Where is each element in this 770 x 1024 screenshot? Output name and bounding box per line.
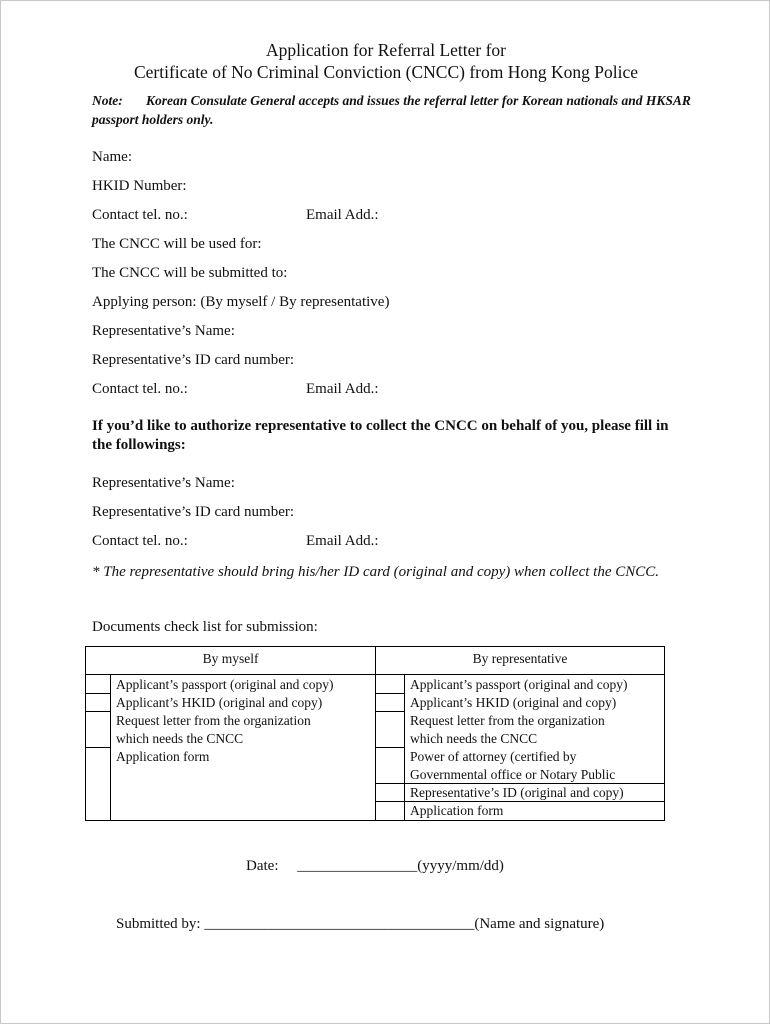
rep-contact-label: Contact tel. no.: [92, 381, 188, 397]
checklist-item: Governmental office or Notary Public [410, 767, 616, 782]
email-label: Email Add.: [306, 207, 379, 223]
note-label: Note: [92, 93, 123, 108]
checklist-item: Applicant’s HKID (original and copy) [116, 695, 323, 710]
checklist-item: Application form [410, 803, 504, 818]
representative-note: * The representative should bring his/her ID card (original and copy) when collect the CNCC. [92, 564, 660, 580]
checklist-item: Request letter from the organization [410, 713, 605, 728]
column-divider [375, 647, 376, 820]
col-header-representative: By representative [472, 651, 568, 666]
rep-id-label: Representative’s ID card number: [92, 352, 295, 368]
myself-checkbox-divider [86, 693, 110, 694]
rep-checkbox-divider [376, 747, 404, 748]
collect-rep-name-label: Representative’s Name: [92, 475, 235, 491]
submitted-by-blank: ____________________________________ [204, 916, 475, 932]
submitted-by-line [116, 916, 604, 933]
myself-checkbox-column [110, 675, 111, 820]
note-text: Korean Consulate General accepts and issues the referral letter for Korean nationals and HKSAR passport holders only. [92, 93, 691, 127]
date-blank: ________________ [297, 858, 418, 874]
checklist-item: Power of attorney (certified by [410, 749, 577, 764]
form-title-line1: Application for Referral Letter for [265, 40, 507, 60]
collect-rep-id-label: Representative’s ID card number: [92, 504, 295, 520]
hkid-label: HKID Number: [92, 178, 187, 194]
checklist-item: Applicant’s passport (original and copy) [116, 677, 334, 692]
checklist-item: Applicant’s HKID (original and copy) [410, 695, 617, 710]
collect-rep-contact-label: Contact tel. no.: [92, 533, 188, 549]
rep-name-label: Representative’s Name: [92, 323, 235, 339]
rep-checkbox-divider [376, 711, 404, 712]
date-label: Date: [246, 858, 279, 874]
checklist-table [85, 646, 665, 821]
myself-checkbox-divider [86, 711, 110, 712]
checklist-item: which needs the CNCC [116, 731, 244, 746]
checklist-item: which needs the CNCC [410, 731, 538, 746]
collect-rep-email-label: Email Add.: [306, 533, 379, 549]
checklist-item: Application form [116, 749, 210, 764]
checklist-title: Documents check list for submission: [92, 619, 318, 635]
rep-email-label: Email Add.: [306, 381, 379, 397]
applying-person-label: Applying person: (By myself / By representative) [92, 294, 390, 310]
rep-checkbox-divider [376, 693, 404, 694]
checklist-item: Representative’s ID (original and copy) [410, 785, 624, 800]
submitted-by-label: Submitted by: [116, 916, 201, 932]
rep-checkbox-column [404, 675, 405, 820]
eligibility-note [92, 91, 692, 129]
checklist-item: Request letter from the organization [116, 713, 311, 728]
used-for-label: The CNCC will be used for: [92, 236, 262, 252]
myself-checkbox-divider [86, 747, 110, 748]
checklist-item: Applicant’s passport (original and copy) [410, 677, 628, 692]
name-label: Name: [92, 149, 132, 165]
form-title-line2: Certificate of No Criminal Conviction (CNCC) from Hong Kong Police [133, 62, 639, 82]
date-format: (yyyy/mm/dd) [417, 858, 504, 874]
col-header-myself: By myself [202, 651, 259, 666]
contact-label: Contact tel. no.: [92, 207, 188, 223]
date-line [246, 858, 504, 875]
submitted-by-suffix: (Name and signature) [474, 916, 605, 932]
authorize-heading: If you’d like to authorize representative to collect the CNCC on behalf of you, please fill in the followings: [92, 418, 669, 453]
submitted-to-label: The CNCC will be submitted to: [92, 265, 288, 281]
